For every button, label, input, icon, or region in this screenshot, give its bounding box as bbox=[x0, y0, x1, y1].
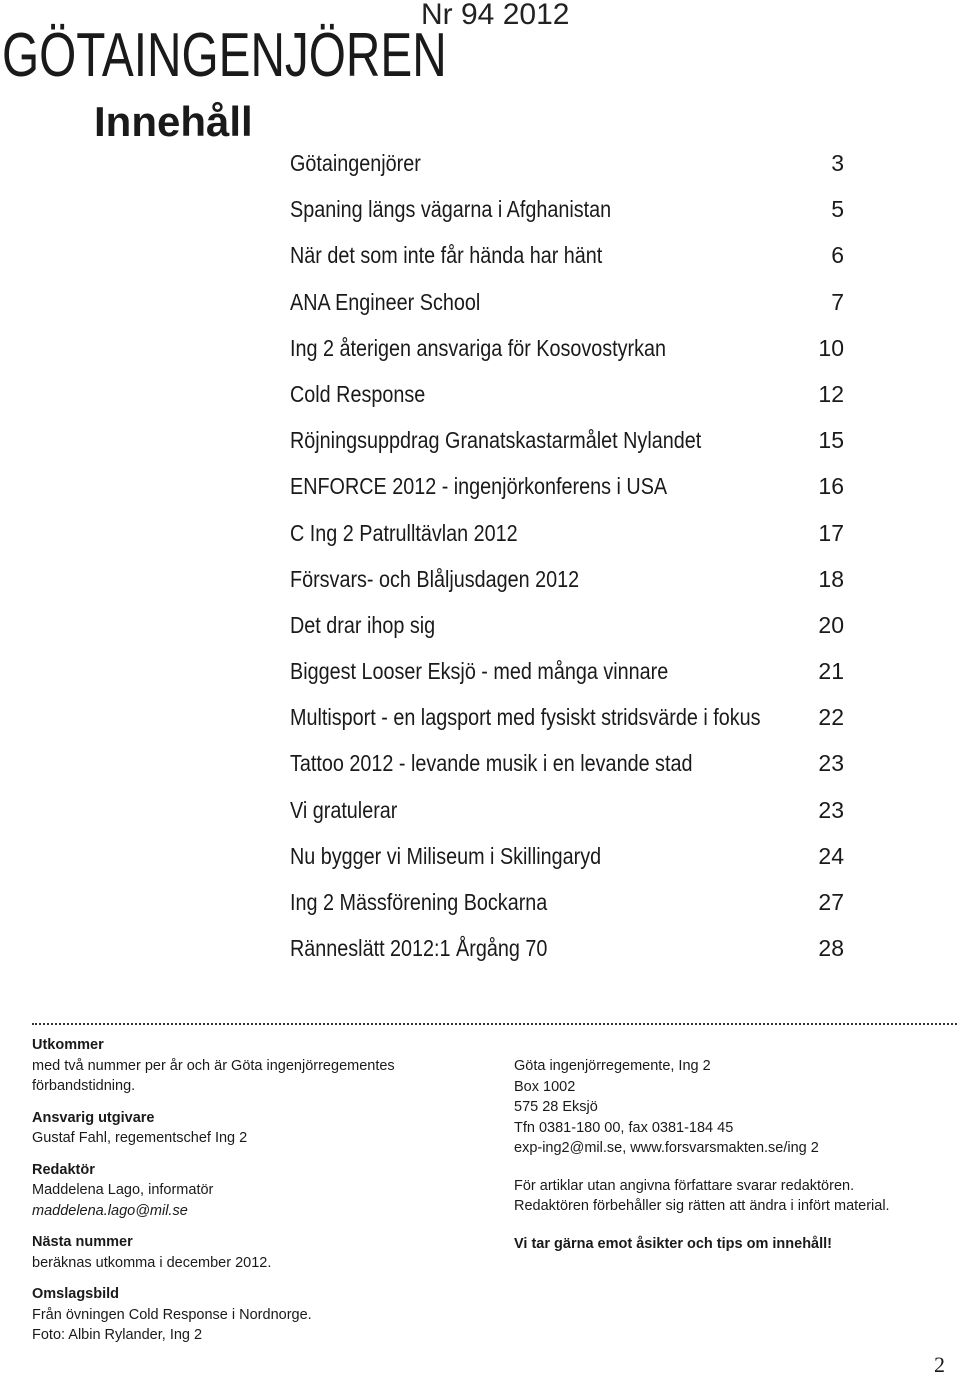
toc-page: 6 bbox=[831, 242, 844, 269]
toc-row[interactable] bbox=[290, 653, 846, 699]
toc-title: Försvars- och Blåljusdagen 2012 bbox=[290, 565, 580, 592]
address-line4: Tfn 0381-180 00, fax 0381-184 45 bbox=[514, 1119, 734, 1136]
toc-row[interactable] bbox=[290, 237, 846, 283]
ansvarig-text: Gustaf Fahl, regementschef Ing 2 bbox=[32, 1130, 248, 1146]
omslag-heading: Omslagsbild bbox=[32, 1286, 120, 1302]
toc-page: 15 bbox=[818, 427, 844, 454]
toc-row[interactable] bbox=[290, 930, 846, 976]
toc-row[interactable] bbox=[290, 422, 846, 468]
dotted-divider bbox=[32, 1023, 957, 1025]
redaktor-heading: Redaktör bbox=[32, 1161, 95, 1178]
toc-page: 21 bbox=[818, 658, 844, 685]
toc-title: Röjningsuppdrag Granatskastarmålet Nylandet bbox=[290, 427, 702, 454]
toc-page: 22 bbox=[818, 704, 844, 731]
toc-page: 20 bbox=[818, 611, 844, 638]
toc-row[interactable] bbox=[290, 792, 846, 838]
utkommer-text: med två nummer per år och är Göta ingenjörregementes förbandstidning. bbox=[32, 1057, 395, 1094]
notice-line1: För artiklar utan angivna författare svarar redaktören. bbox=[514, 1177, 855, 1194]
page-number: 2 bbox=[934, 1352, 945, 1377]
address-line2: Box 1002 bbox=[514, 1078, 576, 1095]
toc-row[interactable] bbox=[290, 284, 846, 330]
omslag-block bbox=[32, 1284, 472, 1346]
address-line5-link[interactable]: exp-ing2@mil.se, www.forsvarsmakten.se/ing 2 bbox=[514, 1140, 819, 1156]
nasta-heading: Nästa nummer bbox=[32, 1234, 133, 1250]
colophon-left bbox=[32, 1035, 472, 1357]
address-line3: 575 28 Eksjö bbox=[514, 1099, 598, 1115]
toc-title: Ing 2 återigen ansvariga för Kosovostyrkan bbox=[290, 334, 667, 361]
nasta-text: beräknas utkomma i december 2012. bbox=[32, 1254, 272, 1271]
toc-row[interactable] bbox=[290, 330, 846, 376]
toc-page: 5 bbox=[831, 196, 844, 223]
section-title: Innehåll bbox=[94, 98, 253, 145]
omslag-line2: Foto: Albin Rylander, Ing 2 bbox=[32, 1327, 203, 1343]
toc-page: 18 bbox=[818, 565, 844, 592]
toc-title: Ränneslätt 2012:1 Årgång 70 bbox=[290, 935, 548, 962]
toc-title: C Ing 2 Patrulltävlan 2012 bbox=[290, 519, 518, 546]
toc-page: 10 bbox=[818, 334, 844, 361]
redaktor-text: Maddelena Lago, informatör bbox=[32, 1182, 214, 1198]
toc-title: Multisport - en lagsport med fysiskt stridsvärde i fokus bbox=[290, 704, 761, 731]
toc-row[interactable] bbox=[290, 699, 846, 745]
ansvarig-block bbox=[32, 1108, 472, 1149]
toc-row[interactable] bbox=[290, 515, 846, 561]
toc-page: 27 bbox=[818, 889, 844, 915]
toc-page: 23 bbox=[818, 750, 844, 777]
address-line1: Göta ingenjörregemente, Ing 2 bbox=[514, 1058, 711, 1074]
notice-line2: Redaktören förbehåller sig rätten att ändra i infört material. bbox=[514, 1198, 890, 1214]
toc-title: Cold Response bbox=[290, 380, 426, 407]
nasta-block bbox=[32, 1232, 472, 1273]
address-block bbox=[514, 1056, 954, 1159]
toc-page: 24 bbox=[818, 842, 844, 869]
toc-row[interactable] bbox=[290, 376, 846, 422]
masthead: GÖTAINGENJÖREN bbox=[2, 21, 447, 90]
ansvarig-heading: Ansvarig utgivare bbox=[32, 1109, 155, 1126]
toc-title: När det som inte får hända har hänt bbox=[290, 242, 603, 269]
toc-page: 16 bbox=[818, 473, 844, 500]
redaktor-email-link[interactable]: maddelena.lago@mil.se bbox=[32, 1202, 188, 1219]
toc-page: 3 bbox=[831, 150, 844, 176]
toc-title: ENFORCE 2012 - ingenjörkonferens i USA bbox=[290, 473, 668, 500]
toc-row[interactable] bbox=[290, 191, 846, 237]
toc-row[interactable] bbox=[290, 145, 846, 191]
toc-title: Nu bygger vi Miliseum i Skillingaryd bbox=[290, 842, 602, 869]
notice-block bbox=[514, 1176, 954, 1217]
utkommer-block bbox=[32, 1035, 472, 1097]
toc-row[interactable] bbox=[290, 838, 846, 884]
omslag-line1: Från övningen Cold Response i Nordnorge. bbox=[32, 1306, 312, 1323]
toc-title: Biggest Looser Eksjö - med många vinnare bbox=[290, 658, 669, 685]
toc-title: ANA Engineer School bbox=[290, 288, 481, 315]
table-of-contents bbox=[290, 145, 846, 976]
redaktor-block bbox=[32, 1160, 472, 1222]
toc-title: Vi gratulerar bbox=[290, 796, 398, 823]
toc-row[interactable] bbox=[290, 607, 846, 653]
issue-number: Nr 94 2012 bbox=[421, 0, 570, 31]
toc-page: 7 bbox=[831, 288, 844, 315]
toc-title: Spaning längs vägarna i Afghanistan bbox=[290, 196, 612, 223]
toc-row[interactable] bbox=[290, 561, 846, 607]
toc-row[interactable] bbox=[290, 745, 846, 791]
toc-page: 28 bbox=[818, 935, 844, 962]
colophon-right bbox=[514, 1056, 954, 1271]
toc-title: Tattoo 2012 - levande musik i en levande stad bbox=[290, 750, 693, 777]
tips-text: Vi tar gärna emot åsikter och tips om innehåll! bbox=[514, 1235, 833, 1252]
toc-page: 12 bbox=[818, 380, 844, 407]
toc-row[interactable] bbox=[290, 884, 846, 930]
toc-row[interactable] bbox=[290, 468, 846, 514]
toc-title: Det drar ihop sig bbox=[290, 611, 436, 638]
toc-page: 23 bbox=[818, 796, 844, 823]
toc-title: Ing 2 Mässförening Bockarna bbox=[290, 889, 548, 915]
toc-page: 17 bbox=[818, 519, 844, 546]
utkommer-heading: Utkommer bbox=[32, 1037, 104, 1053]
toc-title: Götaingenjörer bbox=[290, 150, 421, 176]
